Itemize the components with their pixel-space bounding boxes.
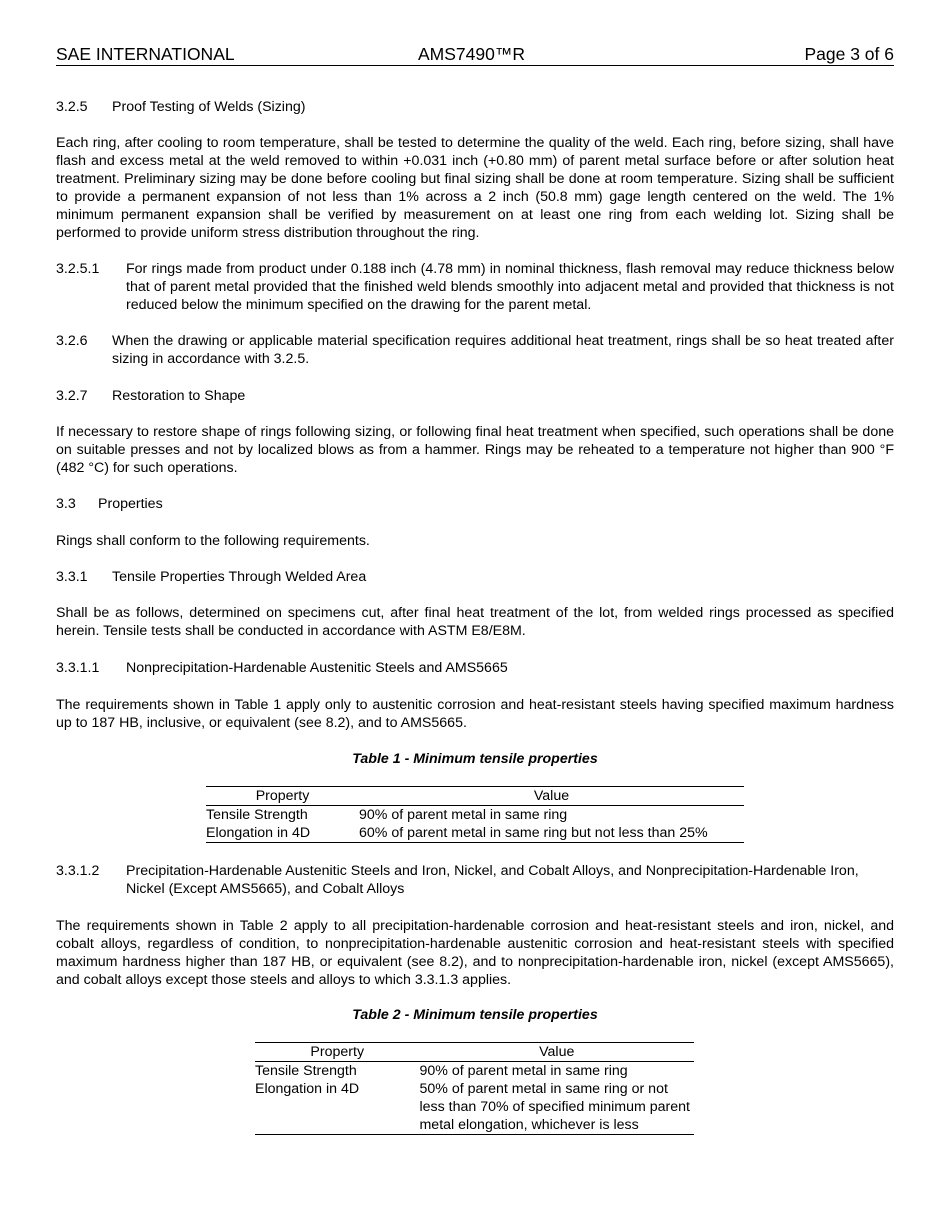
table-1 xyxy=(206,786,744,843)
paragraph-3-2-7: If necessary to restore shape of rings following sizing, or following final heat treatment when specified, such operations shall be done on suitable presses and not by localized blows as from a hammer. Rings may be reheated to a temperature not higher than 900 °F (482 °C) for such operations. xyxy=(56,424,894,476)
section-number: 3.3.1 xyxy=(56,569,88,585)
section-text: For rings made from product under 0.188 inch (4.78 mm) in nominal thickness, flash removal may reduce thickness below that of parent metal provided that the finished weld blends smoothly into adjacent metal and provided that thickness is not reduced below the minimum specified on the drawing for the parent metal. xyxy=(126,261,894,313)
section-number: 3.2.6 xyxy=(56,333,88,349)
column-header-property: Property xyxy=(206,787,359,806)
table-1-caption: Table 1 - Minimum tensile properties xyxy=(352,751,598,767)
property-cell: Tensile Strength xyxy=(255,1063,357,1079)
column-header-value: Value xyxy=(359,787,744,806)
value-cell: 90% of parent metal in same ring xyxy=(419,1063,628,1079)
header-page-number: Page 3 of 6 xyxy=(804,44,894,64)
section-title: Tensile Properties Through Welded Area xyxy=(112,569,367,585)
section-3-2-5-1 xyxy=(56,260,894,314)
property-cell: Elongation in 4D xyxy=(255,1080,419,1135)
paragraph-3-3-1: Shall be as follows, determined on specimens cut, after final heat treatment of the lot, from welded rings processed as specified herein. Tensile tests shall be conducted in accordance with ASTM E8/E8M. xyxy=(56,605,894,639)
paragraph-3-3-1-1: The requirements shown in Table 1 apply only to austenitic corrosion and heat-resistant steels having specified maximum hardness up to 187 HB, inclusive, or equivalent (see 8.2), and to AMS5665. xyxy=(56,697,894,731)
column-header-property: Property xyxy=(255,1043,419,1062)
section-text: When the drawing or applicable material specification requires additional heat treatment, rings shall be so heat treated after sizing in accordance with 3.2.5. xyxy=(112,333,894,367)
section-heading-3-2-5 xyxy=(56,98,894,116)
section-number: 3.2.5 xyxy=(56,99,88,115)
table-row xyxy=(255,1080,694,1135)
section-3-3-1-2 xyxy=(56,862,894,898)
section-number: 3.3.1.1 xyxy=(56,660,100,676)
property-cell: Elongation in 4D xyxy=(206,824,359,843)
table-row xyxy=(255,1062,694,1081)
column-header-value: Value xyxy=(419,1043,694,1062)
table-2-caption: Table 2 - Minimum tensile properties xyxy=(352,1007,598,1023)
section-text: Precipitation-Hardenable Austenitic Steels and Iron, Nickel, and Cobalt Alloys, and Nonprecipitation-Hardenable Iron, Nickel (Except AMS5665), and Cobalt Alloys xyxy=(126,863,859,897)
table-2 xyxy=(255,1042,694,1135)
section-number: 3.3 xyxy=(56,496,76,512)
property-cell: Tensile Strength xyxy=(206,807,308,823)
section-heading-3-3-1 xyxy=(56,568,894,586)
section-title: Properties xyxy=(98,496,163,512)
value-cell: 60% of parent metal in same ring but not less than 25% xyxy=(359,824,744,843)
table-header-row xyxy=(255,1043,694,1062)
paragraph-3-3: Rings shall conform to the following requirements. xyxy=(56,533,370,549)
value-cell: 90% of parent metal in same ring xyxy=(359,807,568,823)
header-org: SAE INTERNATIONAL xyxy=(56,44,235,64)
section-title: Restoration to Shape xyxy=(112,388,246,404)
section-title: Nonprecipitation-Hardenable Austenitic Steels and AMS5665 xyxy=(126,660,508,676)
section-number: 3.2.5.1 xyxy=(56,261,100,277)
paragraph-3-2-5: Each ring, after cooling to room temperature, shall be tested to determine the quality of the weld. Each ring, before sizing, shall have flash and excess metal at the weld removed to within +0.031 inch (+0.80 mm) of parent metal surface before or after solution heat treatment. Preliminary sizing may be done before cooling but final sizing shall be done at room temperature. Sizing shall be sufficient to provide a permanent expansion of not less than 1% across a 2 inch (50.8 mm) gage length centered on the weld. The 1% minimum permanent expansion shall be verified by measurement on at least one ring from each welding lot. Sizing shall be performed to provide uniform stress distribution throughout the ring. xyxy=(56,135,894,241)
value-cell: 50% of parent metal in same ring or not less than 70% of specified minimum parent metal elongation, whichever is less xyxy=(419,1080,694,1135)
table-row xyxy=(206,824,744,843)
section-number: 3.3.1.2 xyxy=(56,863,100,879)
page-header xyxy=(56,44,894,66)
section-heading-3-3 xyxy=(56,495,894,513)
table-header-row xyxy=(206,787,744,806)
section-title: Proof Testing of Welds (Sizing) xyxy=(112,99,306,115)
header-doc-number: AMS7490™R xyxy=(418,44,525,64)
section-heading-3-3-1-1 xyxy=(56,659,894,677)
section-3-2-6 xyxy=(56,332,894,368)
section-number: 3.2.7 xyxy=(56,388,88,404)
table-row xyxy=(206,806,744,825)
section-heading-3-2-7 xyxy=(56,387,894,405)
paragraph-3-3-1-2: The requirements shown in Table 2 apply to all precipitation-hardenable corrosion and heat-resistant steels and iron, nickel, and cobalt alloys, regardless of condition, to nonprecipitation-hardenable austenitic corrosion and heat-resistant steels with specified maximum hardness higher than 187 HB, or equivalent (see 8.2), and to nonprecipitation-hardenable iron, nickel (except AMS5665), and cobalt alloys except those steels and alloys to which 3.3.1.3 applies. xyxy=(56,918,894,988)
